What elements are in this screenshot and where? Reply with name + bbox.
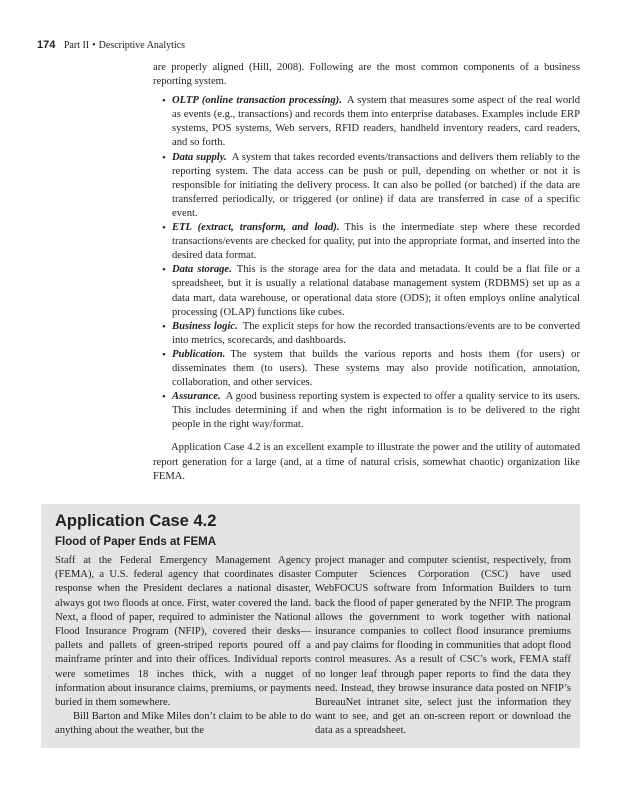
component-text: A good business reporting system is expected to offer a quality service to its users. This includes determining if and when the right information is to be delivered to the right people in the right way/format.	[172, 391, 580, 431]
list-item	[172, 348, 580, 390]
section-label: Descriptive Analytics	[98, 40, 186, 51]
component-text: The system that builds the various reports and hosts them (for users) or disseminates them (to users). These systems may also provide notification, annotation, collaboration, and other services.	[172, 348, 580, 389]
main-text	[153, 61, 580, 484]
component-text: This is the intermediate step where these recorded transactions/events are checked for quality, put into the appropriate format, and inserted into the desired data format.	[172, 222, 580, 262]
list-item	[172, 390, 580, 432]
case-column-right	[315, 554, 571, 739]
component-term: ETL (extract, transform, and load).	[172, 222, 340, 234]
list-item	[172, 221, 580, 263]
component-term: Data supply.	[172, 151, 227, 163]
component-text: The explicit steps for how the recorded transactions/events are to be converted into metrics, scorecards, and dashboards.	[172, 320, 581, 346]
components-list	[153, 94, 580, 432]
page-number: 174	[37, 39, 56, 51]
component-term: Publication.	[172, 348, 226, 360]
case-title: Application Case 4.2	[55, 512, 217, 530]
list-item	[172, 151, 580, 221]
list-item	[172, 320, 580, 348]
case-column-left	[55, 554, 311, 739]
component-text: A system that measures some aspect of the real world as events (e.g., transactions) and records them into enterprise databases. Examples include ERP systems, POS systems, Web servers, RFID readers, handheld inventory readers, card readers, and so forth.	[172, 95, 580, 149]
case-paragraph: project manager and computer scientist, respectively, from Computer Sciences Corporation (CSC) have used WebFOCUS software from Information Builders to turn back the flood of paper generated by the NFIP. The program allows the government to work together with national insurance companies to collect flood insurance premiums and pay claims for flooding in communities that adopt flood control measures. As a result of CSC’s work, FEMA staff no longer leaf through paper reports to find the data they need. Instead, they browse insurance data posted on NFIP’s BureauNet intranet site, select just the information they want to see, and get an on-screen report or download the data as a spreadsheet.	[315, 555, 571, 737]
running-header	[37, 38, 597, 53]
intro-paragraph: are properly aligned (Hill, 2008). Following are the most common components of a business reporting system.	[153, 62, 580, 88]
component-text: This is the storage area for the data and metadata. It could be a flat file or a spreadsheet, but it is usually a relational database management system (RDBMS) set up as a data mart, data warehouse, or operational data store (ODS); it often employs online analytical processing (OLAP) functions like cubes.	[172, 264, 580, 318]
header-separator: •	[92, 40, 96, 51]
component-term: Data storage.	[172, 264, 232, 276]
component-term: Assurance.	[172, 391, 221, 403]
case-paragraph: Bill Barton and Mike Miles don’t claim to be able to do anything about the weather, but the	[55, 711, 311, 737]
component-text: A system that takes recorded events/transactions and delivers them reliably to the reporting system. The data access can be push or pull, depending on whether or not it is responsible for initiating the delivery process. It can also be polled (or batched) if the data are transferred periodically, or triggered (or online) if data are transferred in case of a specific event.	[172, 151, 580, 219]
case-paragraph: Staff at the Federal Emergency Management Agency (FEMA), a U.S. federal agency that coordinates disaster response when the President declares a national disaster, always got two floods at once. First, water covered the land. Next, a flood of paper, required to administer the National Flood Insurance Program (NFIP), covered their desks—pallets and pallets of green-striped reports poured off a mainframe printer and into their offices. Individual reports were sometimes 18 inches thick, with a nugget of information about insurance claims, premiums, or payments buried in them somewhere.	[55, 555, 311, 709]
closing-paragraph: Application Case 4.2 is an excellent example to illustrate the power and the utility of automated report generation for a large (and, at a time of natural crisis, somewhat chaotic) organization like FEMA.	[153, 442, 580, 482]
list-item	[172, 263, 580, 319]
component-term: OLTP (online transaction processing).	[172, 95, 342, 107]
application-case-box	[41, 504, 580, 748]
part-label: Part II	[63, 40, 90, 51]
case-subtitle: Flood of Paper Ends at FEMA	[55, 536, 217, 548]
component-term: Business logic.	[172, 320, 238, 332]
list-item	[172, 94, 580, 150]
